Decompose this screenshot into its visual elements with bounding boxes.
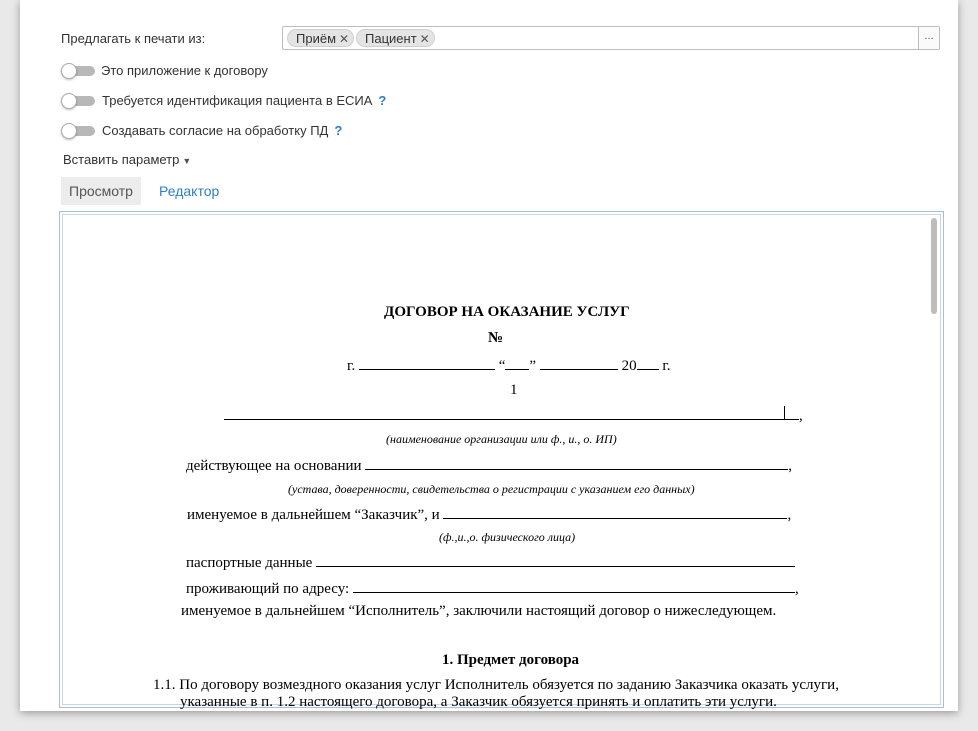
month-blank — [540, 356, 618, 370]
clause-1-1-line-a: 1.1. По договору возмездного оказания услуг Исполнитель обязуется по заданию Заказчика оказать услуги, — [153, 677, 839, 693]
tag-appointment-label: Приём — [296, 31, 337, 46]
esia-identification-text: Требуется идентификация пациента в ЕСИА — [102, 93, 373, 108]
document-title: ДОГОВОР НА ОКАЗАНИЕ УСЛУГ — [384, 304, 630, 320]
city-prefix: г. — [347, 358, 356, 374]
quote-open: “ — [498, 358, 506, 374]
org-name-blank — [224, 406, 799, 420]
customer-named-line — [187, 505, 791, 524]
toggle-knob — [61, 63, 77, 79]
year-suffix: г. — [662, 358, 671, 374]
hint-org: (наименование организации или ф., и., о. ИП) — [386, 432, 617, 446]
passport-text: паспортные данные — [186, 555, 313, 571]
insert-parameter-menu[interactable] — [63, 152, 191, 167]
hint-person: (ф.,и.,о. физического лица) — [439, 530, 576, 544]
close-icon[interactable]: ✕ — [419, 32, 430, 46]
select-more-button[interactable]: ... — [918, 27, 939, 49]
caret-down-icon: ▼ — [182, 156, 192, 166]
document-preview-frame[interactable] — [59, 211, 944, 708]
passport-blank — [316, 553, 795, 567]
customer-blank — [443, 505, 787, 519]
document-index: 1 — [510, 382, 518, 398]
tab-editor[interactable]: Редактор — [159, 183, 220, 199]
hint-basis: (устава, доверенности, свидетельства о регистрации с указанием его данных) — [288, 482, 695, 496]
vertical-scrollbar[interactable] — [931, 218, 937, 314]
residing-line — [186, 579, 799, 598]
year-blank — [637, 356, 659, 370]
date-place-line — [347, 356, 671, 375]
comma: , — [788, 458, 793, 474]
help-icon[interactable]: ? — [378, 93, 387, 108]
print-from-label: Предлагать к печати из: — [61, 31, 206, 46]
customer-named-text: именуемое в дальнейшем “Заказчик”, и — [187, 507, 440, 523]
section-1-title: 1. Предмет договора — [442, 652, 580, 668]
passport-line — [186, 553, 795, 572]
tab-preview[interactable]: Просмотр — [61, 177, 141, 205]
document-number: № — [488, 330, 504, 346]
residing-text: проживающий по адресу: — [186, 581, 350, 597]
acting-on-line — [186, 456, 792, 475]
contract-appendix-toggle[interactable] — [61, 63, 95, 77]
text-cursor — [784, 406, 785, 420]
close-icon[interactable]: ✕ — [339, 32, 350, 46]
tag-patient[interactable] — [356, 29, 435, 47]
esia-identification-toggle[interactable] — [61, 93, 95, 107]
day-blank — [505, 356, 529, 370]
print-settings-panel — [20, 0, 958, 711]
help-icon[interactable]: ? — [334, 123, 343, 138]
executor-named-line: именуемое в дальнейшем “Исполнитель”, заключили настоящий договор о нижеследующем. — [181, 603, 777, 619]
comma: , — [794, 581, 799, 597]
print-from-tag-field[interactable] — [282, 26, 940, 50]
comma: , — [787, 507, 792, 523]
contract-appendix-label: Это приложение к договору — [101, 63, 268, 78]
city-blank — [359, 356, 495, 370]
address-blank — [353, 579, 795, 593]
pd-consent-label — [102, 123, 342, 138]
toggle-knob — [61, 123, 77, 139]
pd-consent-toggle[interactable] — [61, 123, 95, 137]
toggle-knob — [61, 93, 77, 109]
acting-on-text: действующее на основании — [186, 458, 362, 474]
year-prefix: 20 — [621, 358, 637, 374]
tag-appointment[interactable] — [287, 29, 354, 47]
clause-1-1-line-b: указанные в п. 1.2 настоящего договора, а Заказчик обязуется принять и оплатить эти услуги. — [180, 694, 777, 710]
tag-patient-label: Пациент — [365, 31, 417, 46]
org-name-line — [224, 406, 803, 425]
comma: , — [799, 408, 803, 424]
quote-close: ” — [529, 358, 537, 374]
esia-identification-label — [102, 93, 386, 108]
insert-parameter-label: Вставить параметр — [63, 152, 180, 167]
pd-consent-text: Создавать согласие на обработку ПД — [102, 123, 329, 138]
document-content — [60, 212, 930, 709]
basis-blank — [365, 456, 788, 470]
